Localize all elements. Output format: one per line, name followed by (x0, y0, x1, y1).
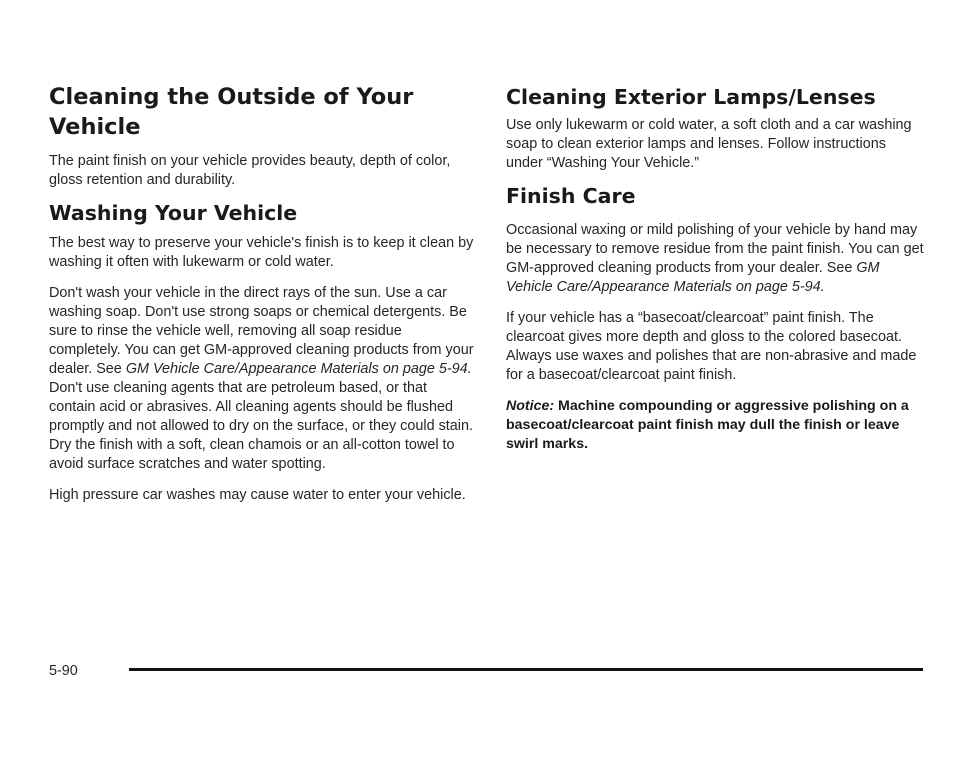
footer-rule (129, 668, 923, 671)
right-column (506, 84, 926, 466)
washing-cross-reference: GM Vehicle Care/Appearance Materials on page 5-94. (125, 361, 472, 377)
washing-paragraph-3: High pressure car washes may cause water to enter your vehicle. (49, 487, 466, 503)
notice-paragraph (506, 397, 926, 454)
notice-label: Notice: (506, 398, 555, 414)
lamps-heading: Cleaning Exterior Lamps/Lenses (506, 85, 876, 109)
finish-paragraph-1-text: Occasional waxing or mild polishing of your vehicle by hand may be necessary to remove residue from the paint finish. You can get GM-approved cleaning products from your dealer. See (506, 222, 924, 276)
left-column (49, 82, 474, 517)
finish-paragraph-2: If your vehicle has a “basecoat/clearcoat” paint finish. The clearcoat gives more depth and gloss to the colored basecoat. Always use waxes and polishes that are non-abrasive and made for a basecoat/clearcoat paint finish. (506, 310, 917, 383)
lamps-paragraph: Use only lukewarm or cold water, a soft cloth and a car washing soap to clean exterior lamps and lenses. Follow instructions under “Washing Your Vehicle.” (506, 117, 912, 171)
page-number: 5-90 (49, 663, 78, 679)
finish-care-heading: Finish Care (506, 184, 636, 208)
washing-paragraph-1: The best way to preserve your vehicle's finish is to keep it clean by washing it often with lukewarm or cold water. (49, 235, 474, 270)
page-title: Cleaning the Outside of Your Vehicle (49, 84, 414, 140)
intro-paragraph: The paint finish on your vehicle provides beauty, depth of color, gloss retention and durability. (49, 153, 451, 188)
washing-paragraph-2-text-a: Don't wash your vehicle in the direct rays of the sun. Use a car washing soap. Don't use strong soaps or chemical detergents. Be sure to rinse the vehicle well, removing all soap residue completely. You can get GM-approved cleaning products from your dealer. See (49, 285, 474, 377)
washing-heading: Washing Your Vehicle (49, 201, 298, 225)
washing-paragraph-2 (49, 284, 474, 474)
finish-paragraph-1 (506, 221, 926, 297)
washing-paragraph-2-text-b: Don't use cleaning agents that are petroleum based, or that contain acid or abrasives. All cleaning agents should be flushed promptly and not allowed to dry on the surface, or they could stain. Dry the finish with a soft, clean chamois or an all-cotton towel to avoid surface scratches and water spotting. (49, 380, 473, 472)
notice-text: Machine compounding or aggressive polishing on a basecoat/clearcoat paint finish may dull the finish or leave swirl marks. (506, 398, 909, 452)
finish-cross-reference: GM Vehicle Care/Appearance Materials on page 5-94. (506, 260, 880, 295)
